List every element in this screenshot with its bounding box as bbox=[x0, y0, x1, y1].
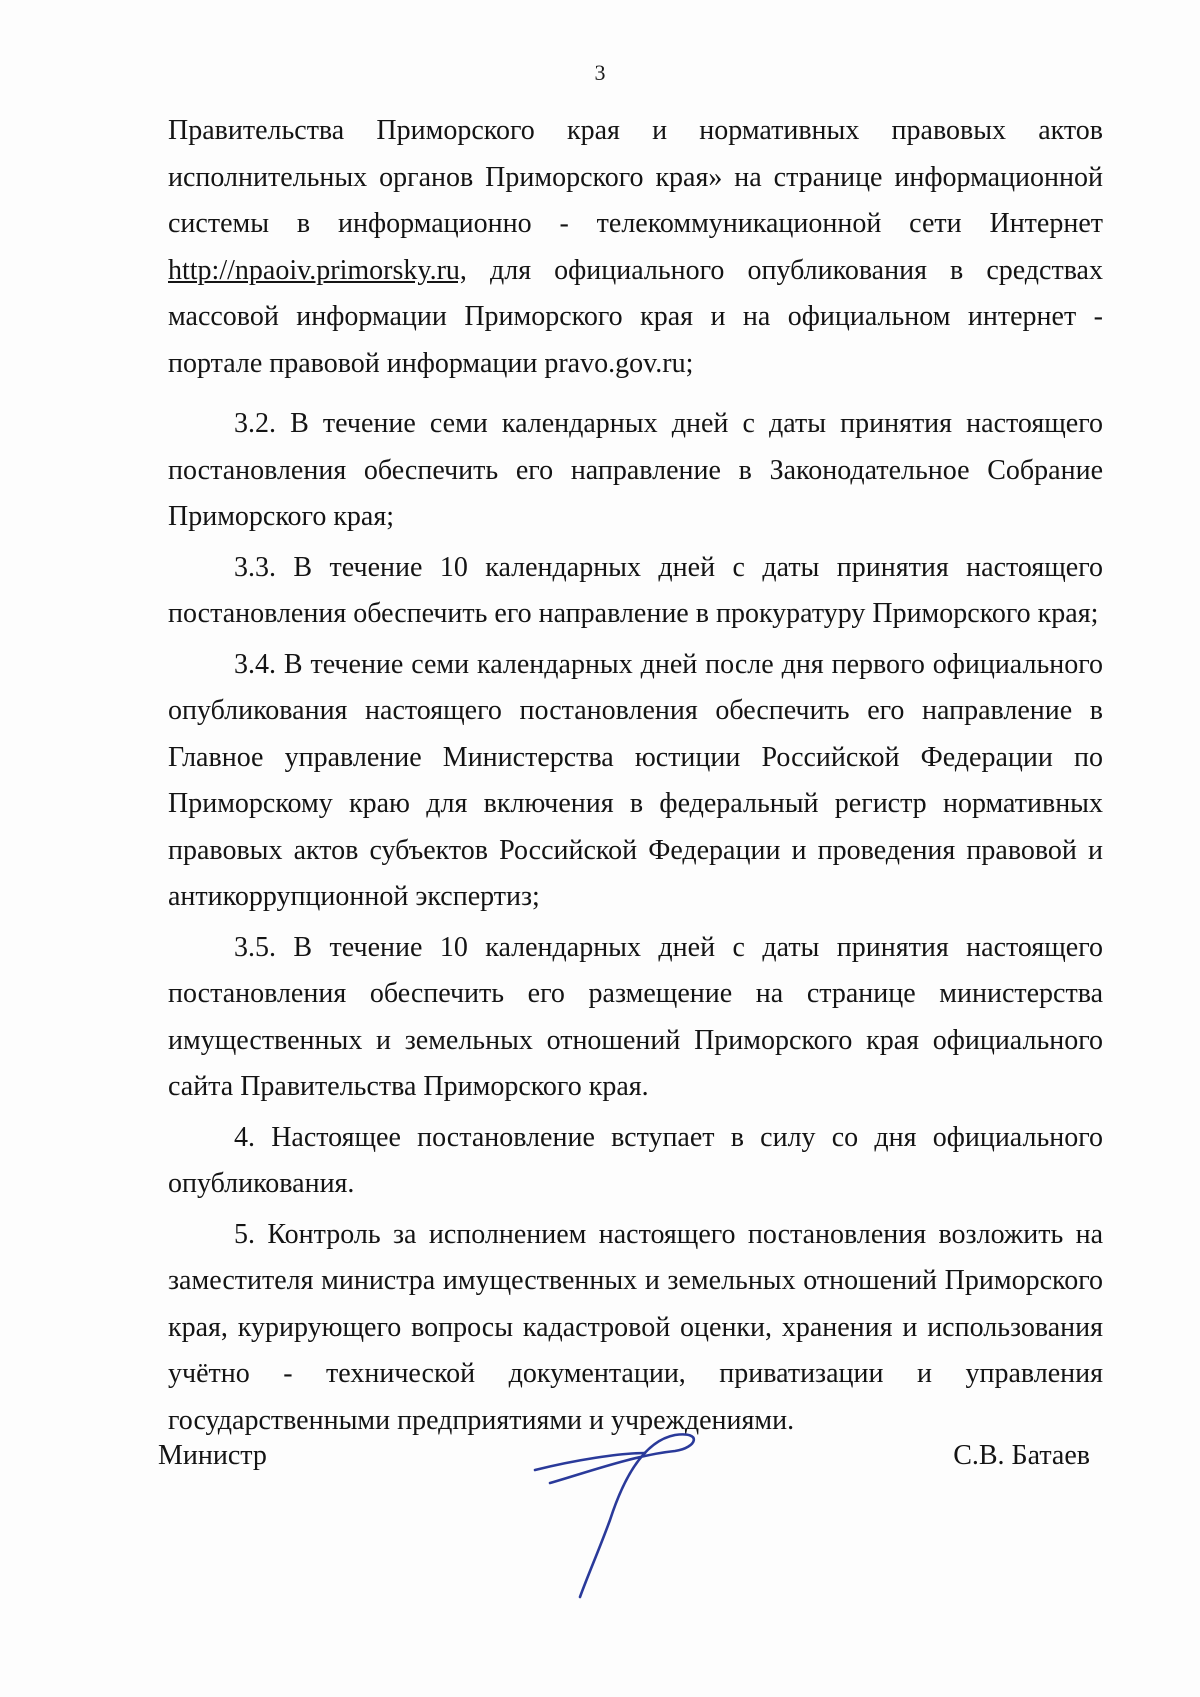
paragraph-text: для официального опубликования в средствах массовой информации Приморского края и на официальном интернет - портале правовой информации pravo.gov.ru; bbox=[168, 254, 1103, 379]
document-body bbox=[168, 108, 1103, 1444]
paragraph-4: 4. Настоящее постановление вступает в силу со дня официального опубликования. bbox=[168, 1121, 1103, 1199]
page-number: 3 bbox=[594, 60, 606, 85]
paragraph-continuation bbox=[168, 108, 1103, 387]
paragraph-5: 5. Контроль за исполнением настоящего постановления возложить на заместителя министра имущественных и земельных отношений Приморского края, курирующего вопросы кадастровой оценки, хранения и использования учётно - технической документации, приватизации и управления государственными предприятиями и учреждениями. bbox=[168, 1218, 1103, 1436]
paragraph-3-2: 3.2. В течение семи календарных дней с даты принятия настоящего постановления обеспечить его направление в Законодательное Собрание Приморского края; bbox=[168, 408, 1103, 532]
paragraph-3-3: 3.3. В течение 10 календарных дней с даты принятия настоящего постановления обеспечить его направление в прокуратуру Приморского края; bbox=[168, 551, 1103, 629]
npaoiv-link[interactable]: http://npaoiv.primorsky.ru, bbox=[168, 254, 467, 286]
handwritten-signature bbox=[525, 1425, 730, 1605]
signatory-name: С.В. Батаев bbox=[953, 1440, 1090, 1471]
paragraph-3-5: 3.5. В течение 10 календарных дней с даты принятия настоящего постановления обеспечить его размещение на странице министерства имущественных и земельных отношений Приморского края официального сайта Правительства Приморского края. bbox=[168, 931, 1103, 1102]
signatory-title: Министр bbox=[158, 1440, 267, 1471]
paragraph-3-4: 3.4. В течение семи календарных дней после дня первого официального опубликования настоящего постановления обеспечить его направление в Главное управление Министерства юстиции Российской Федерации по Приморскому краю для включения в федеральный регистр нормативных правовых актов субъектов Российской Федерации и проведения правовой и антикоррупционной экспертиз; bbox=[168, 648, 1103, 912]
paragraph-text: Правительства Приморского края и нормативных правовых актов исполнительных органов Приморского края» на странице информационной системы в информационно - телекоммуникационной сети Интернет bbox=[168, 115, 1103, 239]
